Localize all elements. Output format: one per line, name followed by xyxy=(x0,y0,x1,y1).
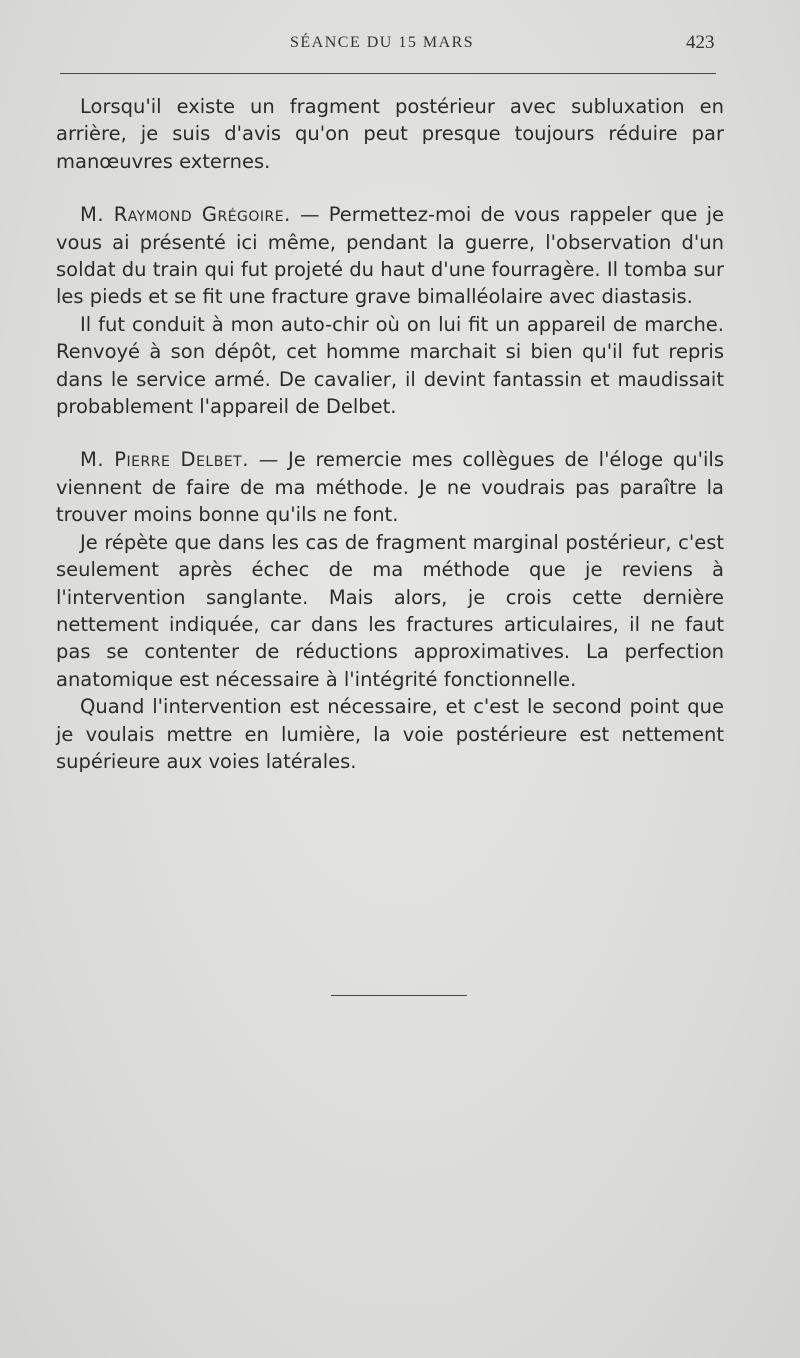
paragraph-gregoire-story xyxy=(56,311,724,421)
body-text xyxy=(56,93,724,775)
paragraph-gap xyxy=(56,175,724,201)
paragraph-delbet-conclusion xyxy=(56,693,724,775)
paragraph-text: Quand l'intervention est nécessaire, et c'est le second point que je voulais mettre en lumière, la voie postérieure est nettement supérieure aux voies latérales. xyxy=(56,695,724,773)
speaker-name: M. Raymond Grégoire. xyxy=(80,203,291,227)
speaker-name: M. Pierre Delbet. xyxy=(80,448,249,472)
paragraph-delbet-method xyxy=(56,529,724,693)
paragraph-text: — Je remercie mes collègues de l'éloge qu'ils viennent de faire de ma méthode. Je ne voudrais pas paraître la trouver moins bonne qu'ils ne font. xyxy=(56,448,724,527)
paragraph-subluxation xyxy=(56,93,724,175)
paragraph-gap xyxy=(56,420,724,446)
paragraph-delbet-intro xyxy=(56,446,724,528)
header-rule xyxy=(60,73,716,74)
running-title: SÉANCE DU 15 MARS xyxy=(290,34,475,51)
paragraph-text: — Permettez-moi de vous rappeler que je vous ai présenté ici même, pendant la guerre, l'observation d'un soldat du train qui fut projeté du haut d'une fourragère. Il tomba sur les pieds et se fit une fracture grave bimalléolaire avec diastasis. xyxy=(56,203,724,309)
paragraph-text: Il fut conduit à mon auto-chir où on lui fit un appareil de marche. Renvoyé à son dépôt, cet homme marchait si bien qu'il fut repris dans le service armé. De cavalier, il devint fantassin et maudissait probablement l'appareil de Delbet. xyxy=(56,312,724,419)
page-number: 423 xyxy=(686,32,715,53)
paragraph-text: Lorsqu'il existe un fragment postérieur avec subluxation en arrière, je suis d'avis qu'on peut presque toujours réduire par manœuvres externes. xyxy=(56,95,724,173)
paragraph-gregoire-intro xyxy=(56,201,724,311)
running-header xyxy=(0,34,800,58)
paragraph-text: Je répète que dans les cas de fragment marginal postérieur, c'est seulement après échec de ma méthode que je reviens à l'intervention sanglante. Mais alors, je crois cette dernière nettement indiquée, car dans les fractures articulaires, il ne faut pas se contenter de réductions approximatives. La perfection anatomique est nécessaire à l'intégrité fonctionnelle. xyxy=(56,530,724,691)
section-end-rule xyxy=(331,995,467,996)
